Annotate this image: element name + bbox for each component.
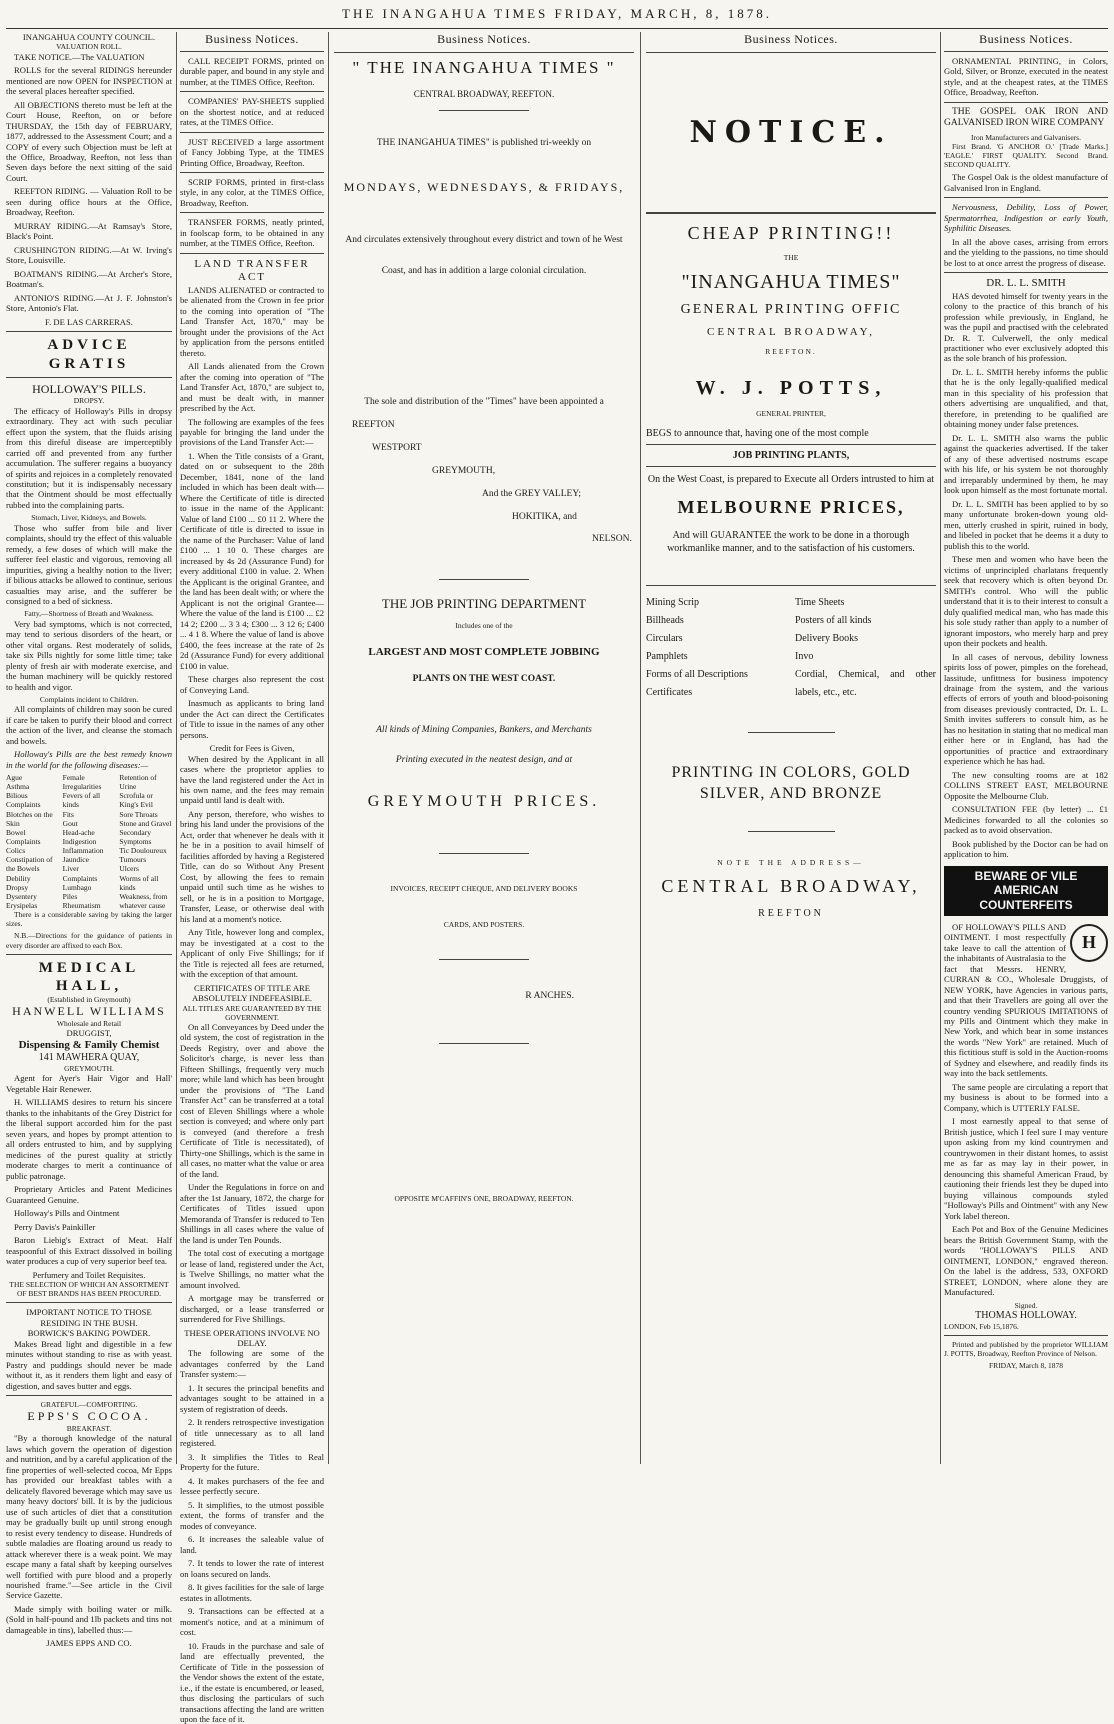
disease-item: Sore Throats: [119, 809, 158, 819]
diseases-intro: Holloway's Pills are the best remedy known in the world for the following diseases:—: [6, 749, 172, 770]
town-item: WESTPORT: [372, 443, 422, 454]
disease-item: Fevers of all kinds: [62, 791, 101, 810]
column-rule: [176, 32, 177, 1464]
thomas-holloway: THOMAS HOLLOWAY.: [975, 1309, 1077, 1321]
nb-note: N.B.—Directions for the guidance of patients in every disorder are affixed to each Box.: [6, 931, 172, 950]
saving-note: There is a considerable saving by taking the larger sizes.: [6, 910, 172, 929]
riding-item: BOATMAN'S RIDING.—At Archer's Store, Boatman's.: [6, 268, 172, 290]
agents-line: The sole and distribution of the "Times" have been appointed a: [364, 397, 604, 408]
column-3: [334, 32, 634, 1464]
holloway-heading: HOLLOWAY'S PILLS.: [32, 381, 146, 396]
towns-list: [334, 408, 634, 551]
guarantee-line: And will GUARANTEE the work to be done in a thorough workmanlike manner, and to the satisfaction of his customers.: [667, 530, 915, 555]
column-heading: Business Notices.: [205, 32, 299, 46]
disease-item: Bowel Complaints: [6, 827, 41, 847]
disease-item: Indigestion: [62, 837, 97, 847]
notice-title: TAKE NOTICE.—The VALUATION: [14, 51, 145, 62]
publication-days: MONDAYS, WEDNESDAYS, & FRIDAYS,: [343, 179, 625, 194]
land-body-2: All Lands alienated from the Crown after the coming into operation of "The Land Transfer Act, 1870," are subject to, and must be dealt with, in manner prescribed by the Act.: [180, 361, 324, 414]
plants-line: PLANTS ON THE WEST COAST.: [412, 674, 556, 685]
disease-item: Ulcers: [119, 864, 139, 874]
dropsy-heading: DROPSY.: [73, 396, 105, 406]
column-rule: [940, 32, 941, 1464]
important-heading: IMPORTANT NOTICE TO THOSE RESIDING IN THE BUSH.: [26, 1307, 152, 1328]
paper-title: " THE INANGAHUA TIMES ": [352, 57, 616, 77]
disease-item: Stone and Gravel: [119, 818, 172, 828]
list-item: Circulars: [646, 633, 683, 645]
general-printer: GENERAL PRINTER,: [756, 408, 826, 418]
advantage-item: 7. It tends to lower the rate of interest on loans secured on lands.: [180, 1558, 324, 1579]
disease-item: Dysentery: [6, 891, 37, 901]
smith-body-6: In all cases of nervous, debility lowness spirits loss of power, pimples on the forehead, lassitude, unfittness for business impotency drainage from the system, and the various effects of errors of youth and blood-poisoning from diseases previously contracted, Dr. L. L. Smith invites sufferers to consult him, as he has no hesitation in stating that no medical man either here or in England, has had the opportunities of practice and extraordinary experience which he has had.: [944, 651, 1108, 767]
agent-line: Agent for Ayer's Hair Vigor and Hall' Vegetable Hair Renewer.: [6, 1073, 172, 1094]
disease-item: Gout: [62, 818, 78, 828]
credit-heading: Credit for Fees is Given,: [209, 743, 295, 754]
smith-body-2: Dr. L. L. SMITH hereby informs the public that he is the only legally-qualified medical man in this speciality of his profession that others advertising are unqualified, and that, therefore, in pretending to be qualified are obtaining money under false pretences.: [944, 366, 1108, 430]
disease-item: Scrofula or King's Evil: [119, 791, 153, 810]
holloway-pills-line: Holloway's Pills and Ointment: [14, 1208, 120, 1219]
job-plants: JOB PRINTING PLANTS,: [732, 449, 850, 461]
signed-line: Signed.: [1014, 1300, 1038, 1310]
druggist-line: DRUGGIST,: [66, 1028, 112, 1039]
disease-item: Asthma: [6, 782, 30, 792]
smith-body-5: These men and women who have been the victims of unprincipled charlatans frequently seek that recovery which is often beyond Dr. SMITH's control. Who will the public understand that it is to their interest to consult a duly qualified medical man, who has made this his sole study rather than apply to a number of ignorant impostors, who merely harp and prey upon their pockets and health.: [944, 554, 1108, 649]
printing-list: [646, 594, 936, 702]
disease-item: Debility: [6, 873, 31, 883]
disease-item: Weakness, from whatever cause: [119, 891, 168, 911]
perry-line: Perry Davis's Painkiller: [14, 1221, 96, 1232]
colors-heading: PRINTING IN COLORS, GOLD SILVER, AND BRONZE: [671, 764, 911, 802]
land-transfer-heading: LAND TRANSFER ACT: [194, 257, 310, 284]
list-item: Cordial, Chemical, and other labels, etc., etc.: [795, 669, 936, 699]
riding-item: MURRAY RIDING.—At Ramsay's Store, Black's Point.: [6, 220, 172, 242]
fees-intro: The following are examples of the fees payable for bringing the land under the provisions of the Land Transfer Act:—: [180, 416, 324, 448]
liebig-line: Baron Liebig's Extract of Meat. Half teaspoonful of this Extract dissolved in boiling water produces a cup of very superior beef tea.: [6, 1235, 172, 1267]
list-item: Certificates: [646, 687, 693, 699]
greymouth-prices: GREYMOUTH PRICES.: [367, 793, 601, 811]
masthead-rule: [6, 28, 1108, 29]
manufacturers-line: Iron Manufacturers and Galvanisers.: [971, 132, 1081, 142]
dropsy-body: The efficacy of Holloway's Pills in dropsy extraordinary. They act with such peculiar effect upon the system, that the fluids arising from this direful disease are imperceptibly carried off and prevented from any further accumulation. The sufferer regains a buoyancy of spirits and rejoices in a completely renovated constitution; but it is indispensably necessary that the Ointment should be most effectually rubbed into the complaining parts.: [6, 405, 172, 510]
town-item: And the GREY VALLEY;: [482, 488, 581, 499]
column-2: [180, 32, 324, 1724]
selection-line: THE SELECTION OF WHICH AN ASSORTMENT OF BEST BRANDS HAS BEEN PROCURED.: [9, 1280, 169, 1299]
central-broadway-2: CENTRAL BROADWAY,: [661, 876, 921, 897]
disease-item: Piles: [62, 891, 78, 901]
the-line: THE: [783, 252, 799, 262]
disease-item: Secondary Symptoms: [119, 827, 152, 847]
list-left: [646, 594, 787, 702]
diseases-list: [6, 773, 172, 910]
advantage-item: 5. It simplifies, to the utmost possible extent, the forms of transfer and the modes of conveyance.: [180, 1499, 324, 1531]
list-item: Pamphlets: [646, 651, 688, 663]
list-item: Mining Scrip: [646, 597, 700, 609]
any-title-text: Any Title, however long and complex, may be investigated at a cost to the Applicant of only Five Shillings; for if the Title is rejected all fees are returned, with the exception of that amount.: [180, 927, 324, 980]
disease-item: Dropsy: [6, 882, 29, 892]
opposite-line: OPPOSITE M'CAFFIN'S ONE, BROADWAY, REEFTON.: [394, 1193, 574, 1203]
invoices-line: INVOICES, RECEIPT CHEQUE, AND DELIVERY BOOKS: [390, 883, 578, 893]
established-note: (Established in Greymouth): [47, 995, 131, 1005]
advantage-item: 4. It makes purchasers of the fee and lessee perfectly secure.: [180, 1475, 324, 1497]
advantage-item: 1. It secures the principal benefits and advantages sought to be attained in a system of registration of deeds.: [180, 1382, 324, 1414]
just-received-ad: JUST RECEIVED a large assortment of Fancy Jobbing Type, at the TIMES Printing Office, Broadway, Reefton.: [180, 136, 324, 168]
gospel-body: The Gospel Oak is the oldest manufacture of Galvanised Iron in England.: [944, 172, 1108, 193]
guaranteed-heading: ALL TITLES ARE GUARANTEED BY THE GOVERNMENT.: [182, 1003, 322, 1022]
kinds-line: All kinds of Mining Companies, Bankers, and Merchants: [376, 724, 592, 735]
west-coast-line: On the West Coast, is prepared to Execute all Orders intrusted to him at: [647, 473, 935, 485]
smith-body: HAS devoted himself for twenty years in the colony to the practice of this branch of his profession while previously, in England, he was the pupil and practised with the celebrated Dr. R. T. Culverwell, the only medical practitioner who ever exclusively adopted this as the sole branch of his profession.: [944, 290, 1108, 364]
riding-item: ANTONIO'S RIDING.—At J. F. Johnston's Store, Antonio's Flat.: [6, 292, 172, 314]
epps-made: Made simply with boiling water or milk. (Sold in half-pound and 1lb packets and tins not damageable in tins), labelled thus:—: [6, 1603, 172, 1635]
masthead: THE INANGAHUA TIMES FRIDAY, MARCH, 8, 1878.: [342, 6, 772, 21]
notice-body: ROLLS for the several RIDINGS hereunder mentioned are now OPEN for INSPECTION at the several places hereafter specified.: [6, 65, 172, 97]
cheap-printing-heading: CHEAP PRINTING!!: [687, 222, 895, 243]
disease-item: Ague: [6, 773, 23, 783]
column-1: [6, 32, 172, 1649]
disease-item: Tic Douloureux: [119, 846, 167, 856]
transfer-forms-ad: TRANSFER FORMS, neatly printed, in foolscap form, to be obtained in any number, at the TIMES Office, Reefton.: [180, 217, 324, 249]
stomach-body: Those who suffer from bile and liver complaints, should try the effect of this valuable remedy, a few doses of which will make the sufferer feel elastic and vigorous, removing all impurities, giving a healthy notion to the liver; if bilious attacks be allowed to continue, serious casualties may arise, and the sufferer be consigned to a bed of sickness.: [6, 522, 172, 606]
any-person-text: Any person, therefore, who wishes to bring his land under the provisions of the Act, order that whenever he deals with it he be in a position to avail himself of facilities afforded by having a Registered Title, can do so Without Any Present Cost, by allowing the fees to remain unpaid until such time as he wishes to sell, or he is in a position to Mortgage, Transfer, Lease, or otherwise deal with his land at a moment's notice.: [180, 808, 324, 924]
job-dept-heading: THE JOB PRINTING DEPARTMENT: [381, 596, 587, 612]
disease-item: Inflammation: [62, 846, 104, 856]
column-rule: [328, 32, 329, 1464]
list-item: Time Sheets: [795, 597, 845, 609]
nervousness-heading: Nervousness, Debility, Loss of Power, Spermatorrhea, Indigestion or early Youth, Syphilitic Diseases.: [944, 202, 1108, 234]
notice-heading: NOTICE.: [689, 114, 893, 150]
fatty-heading: Fatty,—Shortness of Breath and Weakness.: [24, 609, 154, 619]
branches-line: R ANCHES.: [525, 991, 574, 1002]
advantage-item: 2. It renders retrospective investigation of title unnecessary as to all land registered.: [180, 1417, 324, 1449]
reefton-2: REEFTON: [758, 907, 824, 919]
borwick-heading: BORWICK'S BAKING POWDER.: [27, 1328, 151, 1339]
williams-body: H. WILLIAMS desires to return his sincere thanks to the inhabitants of the Grey District for the liberal support accorded him for the past seven years, and hopes by prompt attention to all orders entrusted to him, and by supplying medicines of the purest quality at strictly moderate charges to merit a continuance of public patronage.: [6, 1097, 172, 1181]
fees-also: These charges also represent the cost of Conveying Land.: [180, 674, 324, 695]
quay-line: 141 MAWHERA QUAY,: [38, 1052, 140, 1064]
brands-line: First Brand. 'G ANCHOR O.' [Trade Marks.] 'EAGLE.' FIRST QUALITY. Second Brand. SECOND QUALITY.: [944, 141, 1108, 170]
reefton-line: REEFTON.: [765, 347, 817, 357]
advantage-item: 10. Frauds in the purchase and sale of land are effectually prevented, the Certificate of Title in the possession of the Vendor shows the extent of the estate, i.e., if the estate is encumbered, or leased, thus disclosing the particulars of such transactions affecting the land are written upon the face of it.: [180, 1640, 324, 1724]
disease-item: Liver Complaints: [62, 864, 98, 883]
greymouth-line: GREYMOUTH.: [64, 1064, 114, 1074]
general-printing-office: GENERAL PRINTING OFFIC: [680, 301, 902, 317]
land-body: LANDS ALIENATED or contracted to be alienated from the Crown in fee prior to the coming into operation of "The Land Transfer Act, 1870," may be brought under the provisions of the Act by application from the persons entitled thereto.: [180, 284, 324, 358]
advice-heading: ADVICE GRATIS: [47, 337, 131, 372]
imprint: Printed and published by the proprietor WILLIAM J. POTTS, Broadway, Reefton Province of Nelson.: [944, 1340, 1108, 1359]
credit-body: When desired by the Applicant in all cases where the proprietor applies to have the land registered under the Act in his own name, and the fees may remain unpaid until land is dealt with.: [180, 753, 324, 806]
disease-item: Head-ache: [62, 827, 95, 837]
holloway-seal-icon: H: [1070, 924, 1108, 962]
gospel-oak-heading: THE GOSPEL OAK IRON AND GALVANISED IRON WIRE COMPANY: [944, 106, 1108, 129]
epps-body: "By a thorough knowledge of the natural laws which govern the operation of digestion and nutrition, and by a careful application of the fine properties of well-selected cocoa, Mr Epps has provided our breakfast tables with a delicately flavored beverage which may save us many heavy doctors' bill. It is by the judicious use of such articles of diet that a constitution may be gradually built up until strong enough to resist every tendency to disease. Hundreds of subtle maladies are floating around us ready to attack wherever there is a weak point. We may escape many a fatal shaft by keeping ourselves well fortified with pure blood and a properly nourished frame."—See article in the Civil Service Gazette.: [6, 1433, 172, 1601]
riding-item: CRUSHINGTON RIDING.—At W. Irving's Store, Louisville.: [6, 244, 172, 266]
smith-body-4: Dr. L. L. SMITH has been applied to by so many unfortunate broken-down young old-men, utterly crushed in spirit, ruined in body, and libeled in pocket that he deems it a duty to publish this to the world.: [944, 498, 1108, 551]
counterfeits-body: OF HOLLOWAY'S PILLS AND OINTMENT. I most respectfully take leave to call the attention of the inhabitants of Australasia to the fact that Messrs. HENRY, CURRAN & CO., Wholesale Druggists, of NEW YORK, have Agencies in various parts, and that their Travellers are going all over the country vending SPURIOUS IMITATIONS of my Pills and Ointment which they make in New York, and which bear in some instances the words "New York" are retained. Much of this fictitious stuff is sold in the Auction-rooms of Sydney and elsewhere, and readily finds its way into the back settlements.: [944, 921, 1108, 1079]
disease-item: Worms of all kinds: [119, 873, 159, 892]
cards-line: CARDS, AND POSTERS.: [443, 919, 525, 929]
dispensing-line: Dispensing & Family Chemist: [18, 1038, 160, 1051]
circulation-text: And circulates extensively throughout every district and town of he West Coast, and has in addition a large colonial circulation.: [345, 235, 623, 276]
disease-item: Constipation of the Bowels: [6, 855, 53, 874]
note-address: NOTE THE ADDRESS—: [717, 857, 865, 867]
signature: F. DE LAS CARRERAS.: [45, 316, 133, 327]
fees-body: 1. When the Title consists of a Grant, dated on or subsequent to the 28th December, 1841, none of the land included in which has been dealt with—Where the Certificate of title is directed to issue in the name of the Applicant: Value of land £100 ... £0 11 2. Where the Certificate of title is directed to issue in the name of the Purchaser: Value of land £100 ... 1 10 0. These charges are increased by 4s 2d (Assurance Fund) for every additional £100 in value. 2. When the Applicant is the original Grantee, and the land has been dealt with; or where the Applicant is not the original Grantee— Where the value of the land is £100 ... £2 14 2; £200 ... 3 3 4; £300 ... 3 12 6; £400 ... 4 1 8. Where the value of land is above £400, the fees increase at the rate of 2s 2d (Assurance Fund) for every additional £100 in value.: [180, 450, 324, 671]
children-heading: Complaints incident to Children.: [39, 695, 139, 704]
paper-address: CENTRAL BROADWAY, REEFTON.: [413, 88, 555, 99]
certificates-heading: CERTIFICATES OF TITLE ARE ABSOLUTELY INDEFEASIBLE.: [191, 982, 313, 1004]
advantage-item: 6. It increases the saleable value of land.: [180, 1534, 324, 1555]
paysheet-ad: COMPANIES' PAY-SHEETS supplied on the shortest notice, and at reduced rates, at the TIMES Office.: [180, 96, 324, 128]
mortgage-text: A mortgage may be transferred or discharged, or a lease transferred or surrendered for Five Shillings.: [180, 1293, 324, 1325]
epps-signature: JAMES EPPS AND CO.: [46, 1638, 132, 1649]
town-item: HOKITIKA, and: [512, 511, 577, 522]
disease-item: Retention of Urine: [119, 773, 157, 792]
list-item: Delivery Books: [795, 633, 859, 645]
largest-line: LARGEST AND MOST COMPLETE JOBBING: [368, 645, 600, 658]
receipt-ad: CALL RECEIPT FORMS, printed on durable paper, and bound in any style and number, at the TIMES Office, Reefton.: [180, 55, 324, 87]
town-item: GREYMOUTH,: [432, 466, 496, 477]
advantages-intro: The following are some of the advantages conferred by the Land Transfer system:—: [180, 1348, 324, 1380]
list-item: Billheads: [646, 615, 684, 627]
counterfeits-body-4: Each Pot and Box of the Genuine Medicines bears the British Government Stamp, with the words "HOLLOWAY'S PILLS AND OINTMENT, LONDON," engraved thereon. On the label is the address, 533, OXFORD STREET, LONDON, where alone they are Manufactured.: [944, 1224, 1108, 1298]
central-broadway: CENTRAL BROADWAY,: [707, 325, 875, 338]
potts-name: W. J. POTTS,: [695, 376, 887, 399]
advantage-item: 3. It simplifies the Titles to Real Property for the future.: [180, 1451, 324, 1473]
inasmuch-text: Inasmuch as applicants to bring land under the Act can direct the Certificates of Title to issue in the names of any other persons.: [180, 698, 324, 740]
list-item: Forms of all Descriptions: [646, 669, 748, 681]
beware-banner: BEWARE OF VILE AMERICAN COUNTERFEITS: [944, 866, 1108, 916]
column-5: [944, 32, 1108, 1464]
counterfeits-body-2: The same people are circulating a report that my business is about to be formed into a Company, which is UTTERLY FALSE.: [944, 1081, 1108, 1113]
consulting-rooms: The new consulting rooms are at 182 COLLINS STREET EAST, MELBOURNE Opposite the Melbourne Club.: [944, 769, 1108, 801]
proprietary-line: Proprietary Articles and Patent Medicines Guaranteed Genuine.: [6, 1184, 172, 1205]
total-text: The total cost of executing a mortgage or lease of land, registered under the Act, is Twelve Shillings, no matter what the amount involved.: [180, 1248, 324, 1290]
hanwell-name: HANWELL WILLIAMS: [12, 1004, 166, 1019]
smith-heading: DR. L. L. SMITH: [986, 277, 1066, 290]
smith-body-3: Dr. L. L. SMITH also warns the public against the quackeries advertised. If the taker of any of these advertised nostrums escape with his life, or his system be not thoroughly and irreparably undermined by them, he may look upon himself as the most fortunate mortal.: [944, 432, 1108, 496]
column-heading: Business Notices.: [979, 32, 1073, 46]
neatest-line: Printing executed in the neatest design, and at: [395, 754, 573, 765]
disease-item: Fits: [62, 809, 74, 819]
imprint-date: FRIDAY, March 8, 1878: [989, 1361, 1063, 1371]
list-right: [795, 594, 936, 702]
disease-item: Jaundice: [62, 855, 89, 865]
book-line: Book published by the Doctor can be had on application to him.: [944, 838, 1108, 860]
wholesale-line: Wholesale and Retail: [56, 1019, 122, 1029]
begs-line: BEGS to announce that, having one of the most comple: [646, 427, 869, 439]
disease-item: Blotches on the Skin: [6, 809, 53, 828]
town-item: NELSON.: [592, 534, 632, 545]
disease-item: Tumours: [119, 855, 147, 865]
disease-item: Lumbago: [62, 882, 92, 892]
valuation-heading: VALUATION ROLL.: [56, 42, 122, 52]
column-rule: [640, 32, 641, 1464]
advantage-item: 8. It gives facilities for the sale of large estates in allotments.: [180, 1582, 324, 1603]
includes-line: Includes one of the: [455, 621, 513, 631]
riding-item: REEFTON RIDING. — Valuation Roll to be seen during office hours at the Office, Broadway, Reefton.: [6, 186, 172, 218]
grateful-line: GRATEFUL—COMFORTING.: [40, 1400, 138, 1410]
counterfeits-body-3: I most earnestly appeal to that sense of British justice, which I feel sure I may venture upon asking from my kind countrymen and countrywomen in their distant homes, to assist me as far as may lay in their power, in denouncing this shameful American Fraud, by cautioning their friends lest they be duped into buying villainous compounds styled "Holloway's Pills and Ointment" with any New York label thereon.: [944, 1116, 1108, 1221]
london-date: LONDON, Feb 15,1876.: [944, 1321, 1019, 1331]
disease-item: Erysipelas: [6, 901, 38, 911]
fatty-body: Very bad symptoms, which is not corrected, may tend to serious disorders of the heart, or other vital organs. Rest moderately of solids, take six Pills nightly for some little time; take plenty of fresh air with moderate exercise, and the human machinery will be quickly restored to health and vigor.: [6, 618, 172, 692]
town-item: REEFTON: [352, 420, 395, 431]
paper-title: "INANGAHUA TIMES": [681, 270, 901, 293]
disease-item: Female Irregularities: [62, 773, 102, 792]
column-heading: Business Notices.: [744, 32, 838, 46]
epps-heading: EPPS'S COCOA.: [27, 1409, 151, 1424]
under-text: Under the Regulations in force on and after the 1st January, 1872, the charge for Certificates of Titles issued upon Memoranda of Transfer is reduced to Ten Shillings in all cases where the value of the land is under Ten Pounds.: [180, 1182, 324, 1245]
stomach-heading: Stomach, Liver, Kidneys, and Bowels.: [31, 513, 147, 523]
borwick-body: Makes Bread light and digestible in a few minutes without standing to rise as with yeast. Pastry and puddings should never be made without it, as it renders them light and easy of digestion, and saves butter and eggs.: [6, 1338, 172, 1391]
children-body: All complaints of children may soon be cured if care be taken to purify their blood and correct the action of the liver, and cleanse the stomach and bowels.: [6, 704, 172, 746]
breakfast-line: BREAKFAST.: [66, 1424, 112, 1434]
objections-text: All OBJECTIONS thereto must be left at the Court House, Reefton, on or before THURSDAY, the 15th day of FEBRUARY, 1877, addressed to the Assessment Court; and a COPY of every such Objection must be left at the Office, Broadway, Reefton, not less than Seven days before the next sitting of the said Court.: [6, 99, 172, 183]
column-heading: Business Notices.: [437, 32, 531, 46]
advantage-item: 9. Transactions can be effected at a moment's notice, and at a minimum of cost.: [180, 1606, 324, 1638]
council-heading: INANGAHUA COUNTY COUNCIL.: [22, 32, 156, 42]
medical-hall-heading: MEDICAL HALL,: [38, 959, 140, 995]
operations-heading: THESE OPERATIONS INVOLVE NO DELAY.: [184, 1327, 320, 1348]
scrip-forms-ad: SCRIP FORMS, printed in first-class style, in any color, at the TIMES Office, Broadway, Reefton.: [180, 176, 324, 208]
perfumery-line: Perfumery and Toilet Requisites.: [32, 1269, 146, 1280]
melbourne-prices: MELBOURNE PRICES,: [677, 496, 905, 517]
disease-item: Rheumatism: [62, 901, 101, 911]
nervousness-body: In all the above cases, arrising from errors and the yielding to the passions, no time should be lost to at once arrest the progress of disease.: [944, 236, 1108, 268]
ornamental-ad: ORNAMENTAL PRINTING, in Colors, Gold, Silver, or Bronze, executed in the neatest style, and at the cheapest rates, at the TIMES Office, Broadway, Reefton.: [944, 55, 1108, 98]
conveyances-text: On all Conveyances by Deed under the old system, the cost of registration in the Deeds Registry, over and above the Solicitor's charge, is never less than Fifteen Shillings, frequently very much more; while land which has been brought under the provisions of "The Land Transfer Act" can be transferred at a total cost of Eleven Shillings where a whole section is conveyed; and where only part is conveyed (and therefore a fresh Certificate of Title is necessitated), of Thirty-one Shillings, which is the same in all cases, no matter what the value or area of the land.: [180, 1021, 324, 1179]
published-line: THE INANGAHUA TIMES" is published tri-weekly on: [376, 138, 592, 149]
fee-line: CONSULTATION FEE (by letter) ... £1 Medicines forwarded to all the colonies so packed as to avoid observation.: [944, 804, 1108, 836]
disease-item: Colics: [6, 846, 26, 856]
list-item: Invo: [795, 651, 814, 663]
list-item: Posters of all kinds: [795, 615, 872, 627]
disease-item: Bilious Complaints: [6, 791, 41, 810]
column-4: [646, 32, 936, 1464]
